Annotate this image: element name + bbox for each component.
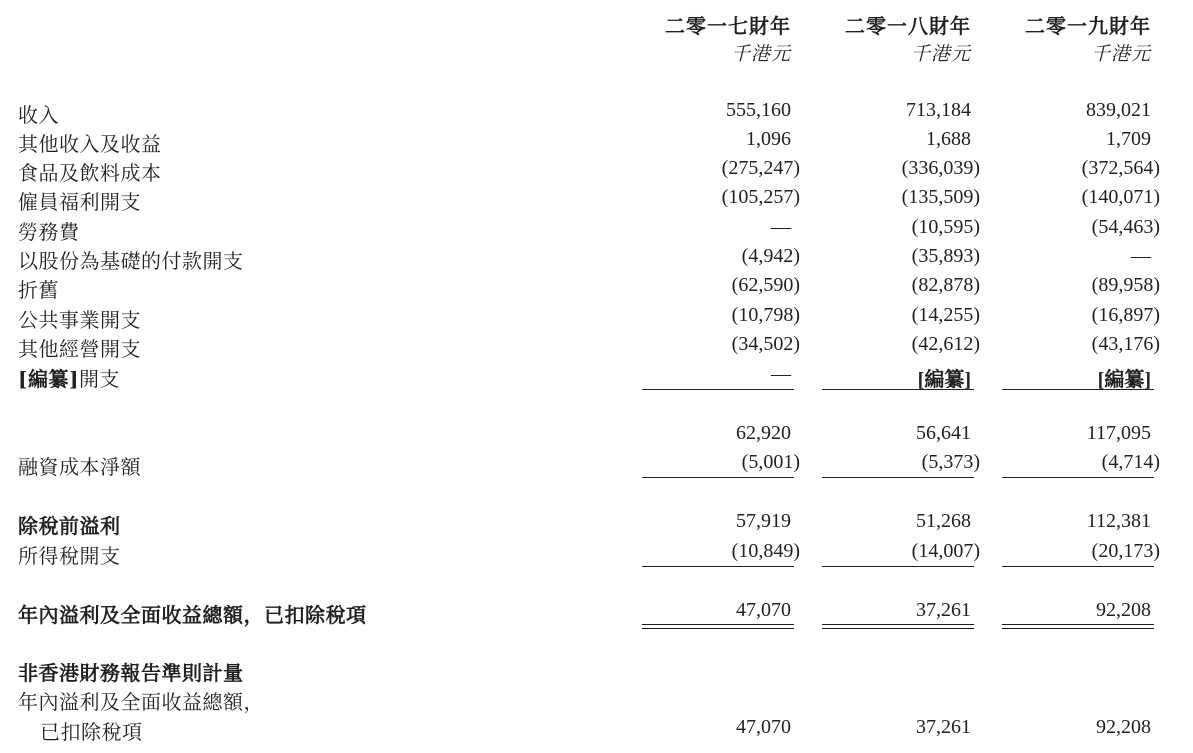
- row-label-other-income: 其他收入及收益: [18, 132, 162, 156]
- double-underline-fy2017: [642, 624, 794, 629]
- redacted-marker: [編纂]: [18, 367, 79, 391]
- cell-tax-fy2019: (20,173): [1091, 540, 1160, 562]
- underline-redacted-fy2018: [822, 389, 974, 390]
- cell-utilities-fy2019: (16,897): [1091, 304, 1160, 326]
- cell-revenue-fy2017: 555,160: [726, 99, 791, 121]
- underline-redacted-fy2017: [642, 389, 794, 390]
- cell-profit-total-fy2018: 37,261: [916, 599, 971, 621]
- column-unit-fy2017: 千港元: [730, 43, 791, 65]
- cell-finance-costs-fy2019: (4,714): [1101, 451, 1160, 473]
- row-label-utilities: 公共事業開支: [18, 308, 141, 332]
- cell-other-income-fy2019: 1,709: [1106, 128, 1151, 150]
- cell-subtotal-fy2019: 117,095: [1086, 422, 1151, 444]
- cell-pbt-fy2018: 51,268: [916, 510, 971, 532]
- cell-share-based-fy2019: —: [1131, 245, 1151, 267]
- row-label-income-tax: 所得稅開支: [18, 544, 121, 568]
- row-label-employee-benefits: 僱員福利開支: [18, 190, 141, 214]
- row-label-non-hkfrs-line2: 已扣除稅項: [40, 720, 143, 744]
- cell-non-hkfrs-fy2018: 37,261: [916, 716, 971, 738]
- double-underline-fy2018: [822, 624, 974, 629]
- row-label-food-cost: 食品及飲料成本: [18, 161, 162, 185]
- column-unit-fy2018: 千港元: [910, 43, 971, 65]
- cell-pbt-fy2017: 57,919: [736, 510, 791, 532]
- underline-redacted-fy2019: [1002, 389, 1154, 390]
- underline-finance-fy2018: [822, 477, 974, 478]
- cell-tax-fy2018: (14,007): [911, 540, 980, 562]
- column-unit-fy2019: 千港元: [1090, 43, 1151, 65]
- cell-finance-costs-fy2018: (5,373): [921, 451, 980, 473]
- cell-labour-fy2017: —: [771, 216, 791, 238]
- cell-other-income-fy2018: 1,688: [926, 128, 971, 150]
- row-label-profit-before-tax: 除稅前溢利: [18, 514, 121, 538]
- cell-non-hkfrs-fy2017: 47,070: [736, 716, 791, 738]
- cell-redacted-fy2017: —: [771, 363, 791, 385]
- underline-tax-fy2017: [642, 566, 794, 567]
- cell-food-cost-fy2019: (372,564): [1081, 157, 1160, 179]
- cell-revenue-fy2019: 839,021: [1086, 99, 1151, 121]
- underline-tax-fy2019: [1002, 566, 1154, 567]
- cell-other-opex-fy2018: (42,612): [911, 333, 980, 355]
- cell-share-based-fy2017: (4,942): [741, 245, 800, 267]
- cell-tax-fy2017: (10,849): [731, 540, 800, 562]
- cell-employee-fy2019: (140,071): [1081, 186, 1160, 208]
- cell-subtotal-fy2018: 56,641: [916, 422, 971, 444]
- column-header-fy2019: 二零一九財年: [1025, 14, 1151, 38]
- row-label-other-operating-expenses: 其他經營開支: [18, 337, 141, 361]
- row-label-labour-fees: 勞務費: [18, 220, 80, 244]
- cell-other-income-fy2017: 1,096: [746, 128, 791, 150]
- cell-labour-fy2018: (10,595): [911, 216, 980, 238]
- underline-finance-fy2019: [1002, 477, 1154, 478]
- cell-share-based-fy2018: (35,893): [911, 245, 980, 267]
- cell-finance-costs-fy2017: (5,001): [741, 451, 800, 473]
- cell-pbt-fy2019: 112,381: [1086, 510, 1151, 532]
- cell-depreciation-fy2018: (82,878): [911, 274, 980, 296]
- column-header-fy2018: 二零一八財年: [845, 14, 971, 38]
- cell-profit-total-fy2019: 92,208: [1096, 599, 1151, 621]
- section-heading-non-hkfrs: 非香港財務報告準則計量: [18, 661, 244, 685]
- cell-non-hkfrs-fy2019: 92,208: [1096, 716, 1151, 738]
- cell-redacted-fy2019: [編纂]: [1097, 369, 1151, 391]
- row-label-depreciation: 折舊: [18, 278, 59, 302]
- cell-subtotal-fy2017: 62,920: [736, 422, 791, 444]
- cell-labour-fy2019: (54,463): [1091, 216, 1160, 238]
- cell-employee-fy2017: (105,257): [721, 186, 800, 208]
- cell-revenue-fy2018: 713,184: [906, 99, 971, 121]
- column-header-fy2017: 二零一七財年: [665, 14, 791, 38]
- cell-food-cost-fy2017: (275,247): [721, 157, 800, 179]
- cell-other-opex-fy2019: (43,176): [1091, 333, 1160, 355]
- row-label-non-hkfrs-line1: 年內溢利及全面收益總額，: [18, 690, 264, 714]
- underline-tax-fy2018: [822, 566, 974, 567]
- underline-finance-fy2017: [642, 477, 794, 478]
- cell-utilities-fy2018: (14,255): [911, 304, 980, 326]
- cell-depreciation-fy2017: (62,590): [731, 274, 800, 296]
- row-label-finance-costs: 融資成本淨額: [18, 455, 141, 479]
- cell-food-cost-fy2018: (336,039): [901, 157, 980, 179]
- cell-other-opex-fy2017: (34,502): [731, 333, 800, 355]
- double-underline-fy2019: [1002, 624, 1154, 629]
- redacted-label-suffix: 開支: [78, 367, 120, 391]
- cell-depreciation-fy2019: (89,958): [1091, 274, 1160, 296]
- cell-employee-fy2018: (135,509): [901, 186, 980, 208]
- cell-profit-total-fy2017: 47,070: [736, 599, 791, 621]
- row-label-revenue: 收入: [18, 103, 59, 127]
- row-label-profit-total: 年內溢利及全面收益總額，已扣除稅項: [18, 603, 367, 627]
- row-label-redacted-expenses: [18, 363, 120, 392]
- row-label-share-based-payment: 以股份為基礎的付款開支: [18, 249, 244, 273]
- cell-utilities-fy2017: (10,798): [731, 304, 800, 326]
- cell-redacted-fy2018: [編纂]: [917, 369, 971, 391]
